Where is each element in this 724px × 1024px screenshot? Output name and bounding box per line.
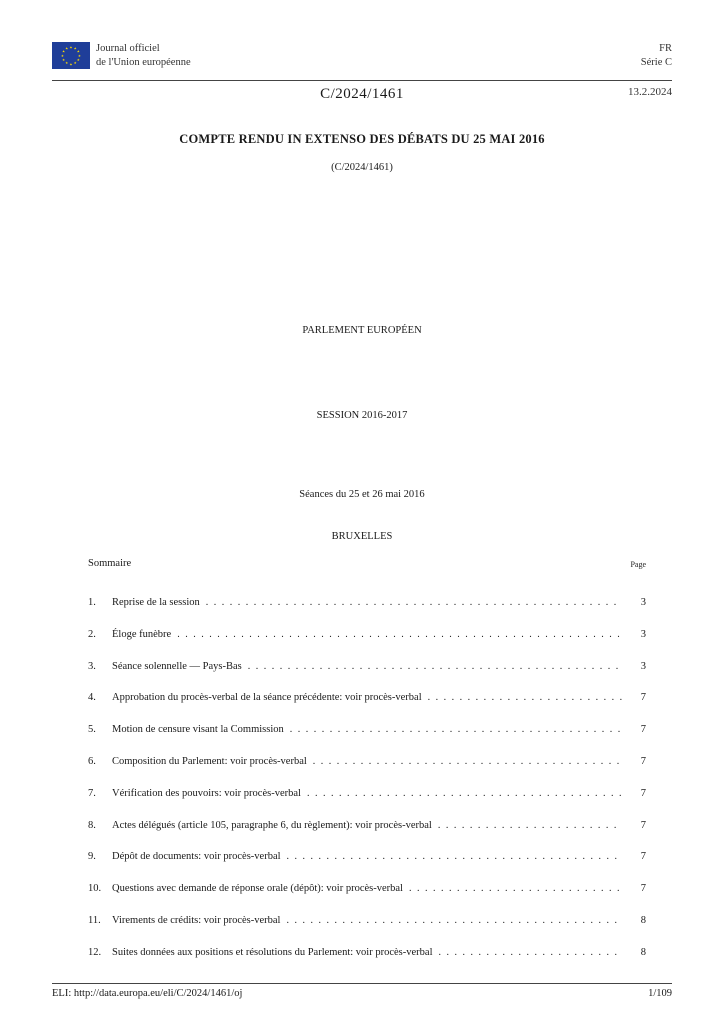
eu-star-icon: ★ <box>60 53 65 58</box>
toc-leader-dots <box>286 914 622 927</box>
toc-item-number: 1. <box>88 597 96 608</box>
toc-item-number: 2. <box>88 628 96 640</box>
toc-item-page: 7 <box>640 819 646 831</box>
toc-page-heading: Page <box>630 560 646 569</box>
footer-divider <box>52 983 672 984</box>
toc-item[interactable] <box>88 946 646 978</box>
toc-leader-dots <box>287 850 622 863</box>
toc-leader-dots <box>177 628 622 641</box>
eu-star-icon: ★ <box>77 53 82 58</box>
toc-leader-dots <box>438 946 622 959</box>
toc-heading: Sommaire <box>88 558 132 569</box>
city-name: BRUXELLES <box>331 531 393 542</box>
toc-item[interactable] <box>88 850 646 882</box>
toc-list <box>88 596 646 978</box>
toc-item[interactable] <box>88 882 646 914</box>
journal-name-line1: Journal officiel <box>96 43 160 54</box>
eu-star-icon: ★ <box>62 58 66 63</box>
eu-star-icon: ★ <box>65 46 69 51</box>
eu-star-icon: ★ <box>73 46 77 51</box>
toc-item-number: 10. <box>88 883 102 895</box>
toc-item-page: 7 <box>640 755 646 767</box>
toc-item-number: 11. <box>88 914 101 926</box>
toc-leader-dots <box>307 787 622 800</box>
toc-item-title: Approbation du procès-verbal de la séance précédente: voir procès-verbal <box>112 692 422 704</box>
toc-item-number: 9. <box>88 851 96 863</box>
toc-item-page: 3 <box>640 597 646 608</box>
language-code: FR <box>659 43 672 54</box>
toc-item-title: Séance solennelle — Pays-Bas <box>112 660 242 672</box>
toc-leader-dots <box>248 660 622 673</box>
toc-item[interactable] <box>88 723 646 755</box>
toc-item-title: Virements de crédits: voir procès-verbal <box>112 914 281 926</box>
toc-item-title: Dépôt de documents: voir procès-verbal <box>112 851 281 863</box>
toc-item-title: Vérification des pouvoirs: voir procès-verbal <box>112 787 301 799</box>
eu-star-icon: ★ <box>73 61 77 66</box>
journal-header <box>52 42 191 70</box>
toc-item-title: Suites données aux positions et résolutions du Parlement: voir procès-verbal <box>112 946 433 958</box>
toc-item-title: Motion de censure visant la Commission <box>112 724 284 736</box>
toc-item-page: 7 <box>640 883 646 895</box>
toc-item-number: 8. <box>88 819 96 831</box>
toc-item-title: Reprise de la session <box>112 597 200 608</box>
toc-item-page: 7 <box>640 787 646 799</box>
toc-leader-dots <box>428 691 622 704</box>
toc-item-title: Composition du Parlement: voir procès-verbal <box>112 755 307 767</box>
toc-item-page: 8 <box>640 946 646 958</box>
eu-flag-icon <box>52 42 90 69</box>
toc-item[interactable] <box>88 819 646 851</box>
toc-item-page: 3 <box>640 660 646 672</box>
toc-item[interactable] <box>88 787 646 819</box>
header-meta <box>641 42 672 70</box>
sittings-dates: Séances du 25 et 26 mai 2016 <box>299 489 425 500</box>
toc-item-title: Éloge funèbre <box>112 628 172 640</box>
toc-item[interactable] <box>88 596 646 628</box>
series-label: Série C <box>640 57 672 68</box>
toc-item-title: Questions avec demande de réponse orale (dépôt): voir procès-verbal <box>112 883 403 895</box>
toc-leader-dots <box>206 596 622 609</box>
toc-item-number: 5. <box>88 724 96 736</box>
journal-name <box>96 42 191 70</box>
journal-name-line2: de l'Union européenne <box>96 57 191 68</box>
eu-star-icon: ★ <box>69 62 73 67</box>
toc-leader-dots <box>409 882 622 895</box>
toc-item[interactable] <box>88 660 646 692</box>
document-title: COMPTE RENDU IN EXTENSO DES DÉBATS DU 25 MAI 2016 <box>179 132 545 146</box>
institution-name: PARLEMENT EUROPÉEN <box>302 325 422 336</box>
toc-item[interactable] <box>88 755 646 787</box>
page-number: 1/109 <box>648 988 672 999</box>
toc-item[interactable] <box>88 914 646 946</box>
toc-item-number: 6. <box>88 755 96 767</box>
toc-item-title: Actes délégués (article 105, paragraphe 6, du règlement): voir procès-verbal <box>112 819 432 831</box>
toc-leader-dots <box>438 819 622 832</box>
toc-item-page: 7 <box>640 692 646 704</box>
eu-star-icon: ★ <box>65 61 69 66</box>
toc-item-page: 3 <box>640 628 646 640</box>
toc-item-number: 4. <box>88 692 96 704</box>
document-subtitle-id: (C/2024/1461) <box>331 162 393 173</box>
session-label: SESSION 2016-2017 <box>316 410 408 421</box>
toc-item-number: 3. <box>88 660 96 672</box>
toc-leader-dots <box>290 723 622 736</box>
document-id: C/2024/1461 <box>320 86 404 102</box>
toc-item[interactable] <box>88 691 646 723</box>
eli-link[interactable]: ELI: http://data.europa.eu/eli/C/2024/1461/oj <box>52 988 243 999</box>
toc-leader-dots <box>313 755 622 768</box>
toc-item-page: 8 <box>640 914 646 926</box>
header-divider <box>52 80 672 81</box>
toc-item-number: 7. <box>88 787 96 799</box>
eu-star-icon: ★ <box>62 49 66 54</box>
eu-star-icon: ★ <box>76 49 80 54</box>
eu-star-icon: ★ <box>69 45 73 50</box>
eu-star-icon: ★ <box>76 58 80 63</box>
document-date: 13.2.2024 <box>628 86 672 98</box>
toc-item-page: 7 <box>640 851 646 863</box>
toc-item-page: 7 <box>640 724 646 736</box>
toc-item[interactable] <box>88 628 646 660</box>
toc-item-number: 12. <box>88 946 102 958</box>
